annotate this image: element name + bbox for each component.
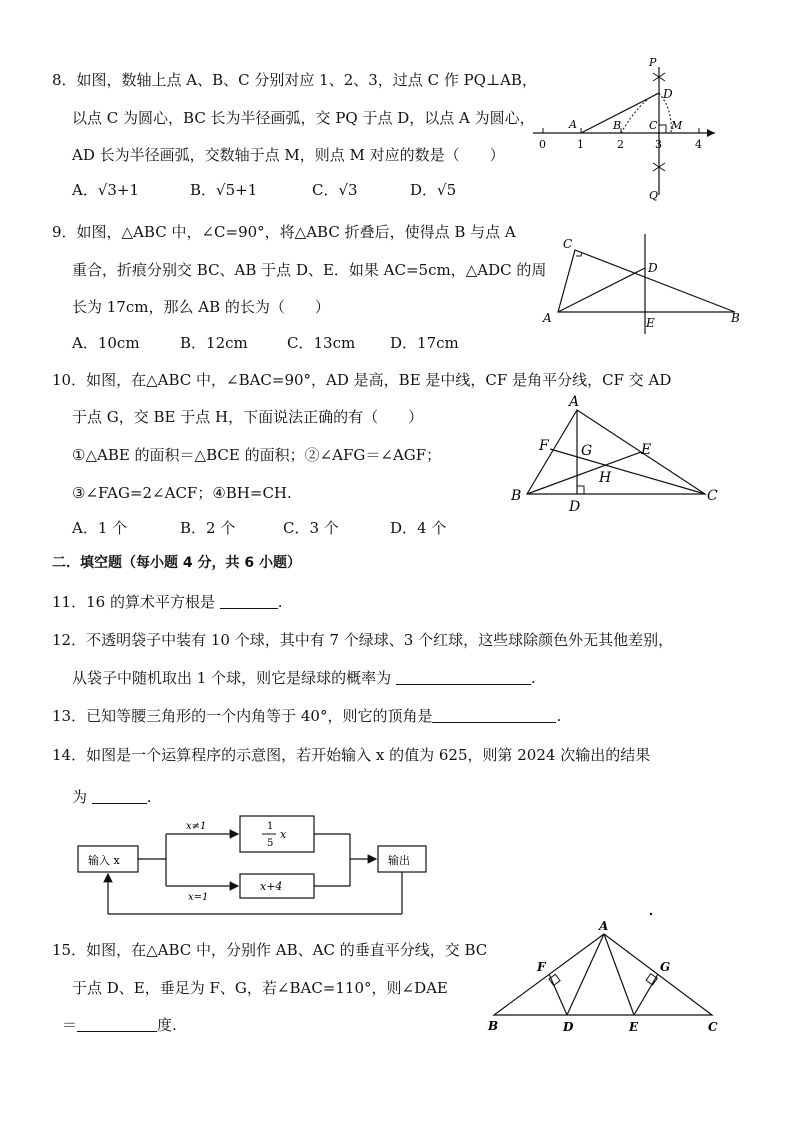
q9-line-2: 重合，折痕分别交 BC、AB 于点 D、E．如果 AC=5cm，△ADC 的周 xyxy=(72,261,547,279)
q9-label-c: C xyxy=(563,237,573,251)
q10-option-c: C．3 个 xyxy=(283,519,339,537)
q8-number-line-figure xyxy=(525,55,725,205)
q15-line-2: 于点 D、E，垂足为 F、G，若∠BAC=110°，则∠DAE xyxy=(72,979,448,997)
q12-line-1: 12．不透明袋子中装有 10 个球，其中有 7 个绿球、3 个红球，这些球除颜色外无其他差别， xyxy=(52,631,674,649)
flow-input-label: 输入 x xyxy=(88,854,120,867)
q8-line-1: 8．如图，数轴上点 A、B、C 分别对应 1、2、3，过点 C 作 PQ⊥AB， xyxy=(52,71,537,89)
q9-line-3: 长为 17cm，那么 AB 的长为（ ） xyxy=(72,298,330,316)
q13-period: . xyxy=(556,707,562,725)
q8-option-b: B．√5+1 xyxy=(190,181,258,199)
q10-triangle-figure xyxy=(505,392,730,517)
q8-option-a: A．√3+1 xyxy=(72,181,140,199)
q11-text: 11．16 的算术平方根是 xyxy=(52,593,215,611)
q8-tick-4: 4 xyxy=(695,138,702,151)
q14-line-2-wrap xyxy=(72,787,152,807)
q15-label-f: F xyxy=(537,960,546,974)
flow-op-top-num: 1 xyxy=(267,821,274,832)
q9-option-c: C．13cm xyxy=(287,334,356,352)
q8-label-d: D xyxy=(663,87,673,101)
q8-line-2: 以点 C 为圆心，BC 长为半径画弧，交 PQ 于点 D，以点 A 为圆心， xyxy=(72,109,535,127)
q15-line-3 xyxy=(62,1015,177,1035)
q10-label-b: B xyxy=(511,488,522,504)
q14-line-2: 为 xyxy=(72,788,88,806)
q8-label-b: B xyxy=(613,119,622,132)
q14-line-1: 14．如图是一个运算程序的示意图，若开始输入 x 的值为 625，则第 2024 次输出的结果 xyxy=(52,746,651,764)
q15-triangle-figure xyxy=(482,910,732,1040)
q8-option-d: D．√5 xyxy=(410,181,457,199)
q12-line-2: 从袋子中随机取出 1 个球，则它是绿球的概率为 xyxy=(72,669,392,687)
q10-line-4: ③∠FAG=2∠ACF；④BH=CH. xyxy=(72,484,292,502)
flow-op-top-box xyxy=(240,816,314,852)
q8-label-q: Q xyxy=(649,189,659,202)
q8-tick-0: 0 xyxy=(539,138,546,151)
flow-cond-top: x≠1 xyxy=(186,821,207,832)
q15-label-b: B xyxy=(488,1019,499,1033)
q9-label-e: E xyxy=(646,316,655,330)
flow-op-top-den: 5 xyxy=(267,838,274,849)
q15-label-e: E xyxy=(629,1020,639,1034)
q9-triangle-figure xyxy=(535,228,750,338)
q15-label-g: G xyxy=(660,960,671,974)
q10-label-e: E xyxy=(641,442,652,458)
q15-label-d: D xyxy=(563,1020,574,1034)
q10-label-a: A xyxy=(569,394,580,410)
q13-text: 13．已知等腰三角形的一个内角等于 40°，则它的顶角是 xyxy=(52,707,433,725)
q9-label-a: A xyxy=(543,311,552,325)
q10-label-f: F xyxy=(539,438,549,454)
q10-line-2: 于点 G，交 BE 于点 H，下面说法正确的有（ ） xyxy=(72,408,424,426)
q13 xyxy=(52,706,561,726)
q8-label-m: M xyxy=(671,119,683,132)
q13-answer-blank[interactable] xyxy=(432,706,556,723)
flow-output-label: 输出 xyxy=(388,854,410,867)
q15-eq-sign: ＝ xyxy=(62,1016,78,1034)
q15-label-c: C xyxy=(708,1020,718,1034)
q10-line-3: ①△ABE 的面积＝△BCE 的面积；②∠AFG＝∠AGF； xyxy=(72,446,442,464)
q10-option-a: A．1 个 xyxy=(72,519,128,537)
q10-label-g: G xyxy=(581,443,593,459)
flow-op-bottom-label: x+4 xyxy=(260,880,283,893)
q11 xyxy=(52,592,283,612)
q10-option-b: B．2 个 xyxy=(180,519,236,537)
q8-tick-1: 1 xyxy=(577,138,584,151)
q9-option-d: D．17cm xyxy=(390,334,459,352)
q9-option-a: A．10cm xyxy=(72,334,140,352)
q15-unit: 度. xyxy=(157,1016,177,1034)
section-2-title: 二．填空题（每小题 4 分，共 6 小题） xyxy=(52,555,301,571)
q8-label-c: C xyxy=(649,119,658,132)
q14-answer-blank[interactable] xyxy=(92,787,147,804)
flow-op-top-var: x xyxy=(280,828,287,841)
q10-option-d: D．4 个 xyxy=(390,519,447,537)
q12-period: . xyxy=(530,669,536,687)
q9-line-1: 9．如图，△ABC 中，∠C=90°，将△ABC 折叠后，使得点 B 与点 A xyxy=(52,223,516,241)
q9-label-b: B xyxy=(731,311,740,325)
q8-tick-3: 3 xyxy=(655,138,662,151)
q8-tick-2: 2 xyxy=(617,138,624,151)
q11-answer-blank[interactable] xyxy=(220,592,278,609)
q9-option-b: B．12cm xyxy=(180,334,248,352)
q9-label-d: D xyxy=(648,261,658,275)
q15-answer-blank[interactable] xyxy=(77,1015,157,1032)
q8-line-3: AD 长为半径画弧，交数轴于点 M，则点 M 对应的数是（ ） xyxy=(72,146,505,164)
q10-label-d: D xyxy=(569,499,581,515)
q11-period: . xyxy=(277,593,283,611)
q10-label-c: C xyxy=(707,488,718,504)
q14-flowchart xyxy=(70,810,440,920)
q14-period: . xyxy=(146,788,152,806)
q8-label-p: P xyxy=(649,56,657,69)
q10-label-h: H xyxy=(599,470,612,486)
q10-line-1: 10．如图，在△ABC 中，∠BAC=90°，AD 是高，BE 是中线，CF 是角平分线，CF 交 AD xyxy=(52,371,672,389)
q12-answer-blank[interactable] xyxy=(396,668,531,685)
q8-label-a: A xyxy=(569,118,577,131)
q12-line-2-wrap xyxy=(72,668,536,688)
q15-label-a: A xyxy=(599,919,609,933)
flow-cond-bottom: x=1 xyxy=(188,892,209,903)
q8-option-c: C．√3 xyxy=(312,181,358,199)
q15-line-1: 15．如图，在△ABC 中，分别作 AB、AC 的垂直平分线，交 BC xyxy=(52,941,488,959)
